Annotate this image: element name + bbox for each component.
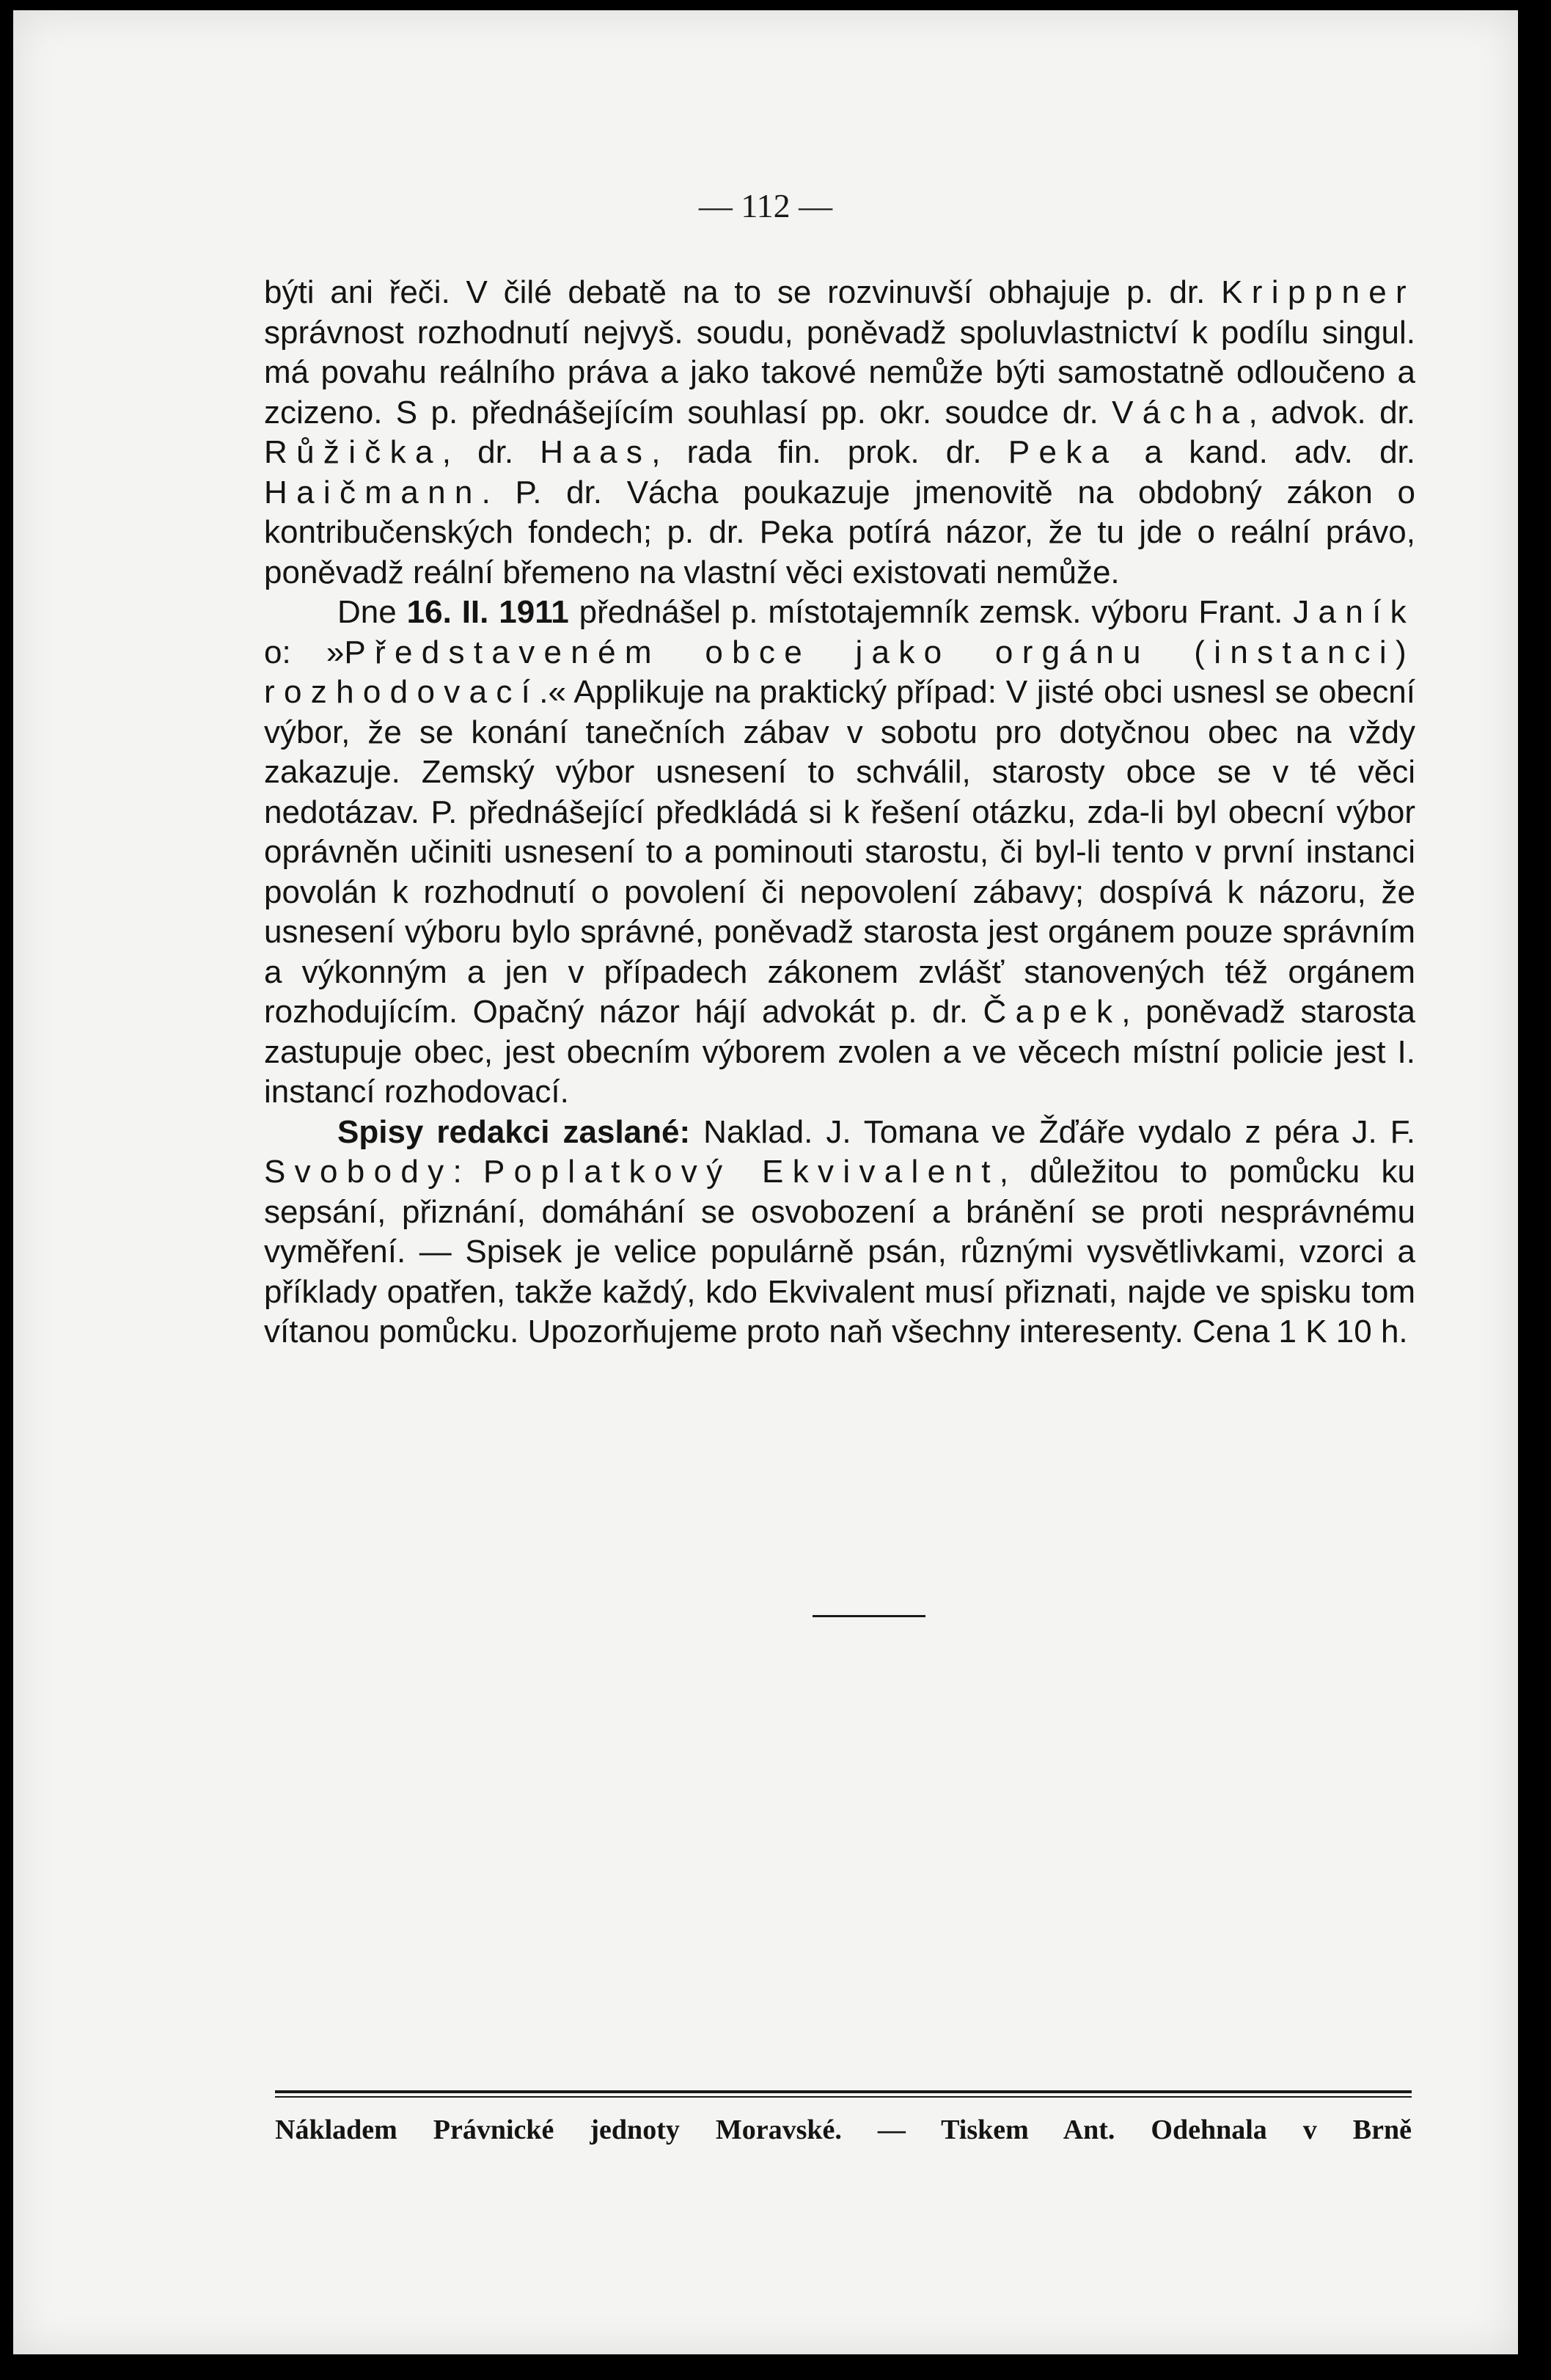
text-run: .« Applikuje na praktický případ: V jisté obci usnesl se obecní výbor, že se konání tanečních zábav v sobotu pro dotyčnou obec na vždy zakazuje. Zemský výbor usnesení to schválil, starosty obce se v té věci nedotázav. P. přednášející předkládá si k řešení otázku, zda-li byl obecní výbor oprávněn učiniti usnesení to a pominouti starostu, či byl-li tento v první instanci povolán k rozhodnutí o povolení či nepovolení zábavy; dospívá k názoru, že usnesení výboru bylo správné, poněvadž starosta jest orgánem pouze správním a výkonným a jen v případech zákonem zvlášť stanovených též orgánem rozhodujícím. Opačný názor hájí advokát p. dr. [264, 674, 1415, 1030]
text-run: . P. dr. Vácha poukazuje jmenovitě na obdobný zákon o kontribučenských fondech; p. dr. Peka potírá názor, že tu jde o reální právo, poněvadž reální břemeno na vlastní věci existovati nemůže. [264, 474, 1415, 590]
paragraph-publications [264, 1113, 1415, 1352]
text-run: Dne [337, 594, 407, 630]
lecture-title: Představeném obce jako orgánu (instanci) rozhodovací [264, 634, 1416, 710]
text-run: , poněvadž starosta zastupuje obec, jest obecním výborem zvolen a ve věcech místní policie jest I. instancí rozhodovací. [264, 994, 1416, 1110]
name-janik: Janík [1293, 594, 1415, 630]
section-heading-publications: Spisy redakci zaslané: [337, 1113, 691, 1150]
name-svoboda: Svobody [264, 1154, 453, 1190]
text-run: býti ani řeči. V čilé debatě na to se rozvinuvší obhajuje p. dr. [264, 274, 1222, 310]
name-ruzicka: Růžička [264, 434, 442, 470]
imprint-footer: Nákladem Právnické jednoty Moravské. — Tiskem Ant. Odehnala v Brně [275, 2114, 1412, 2145]
paragraph-lecture [264, 593, 1415, 1113]
footer-rule [275, 2090, 1412, 2093]
text-run: , dr. [441, 434, 540, 470]
document-page [13, 10, 1518, 2354]
page-number: — 112 — [698, 187, 833, 224]
body-text [264, 273, 1415, 1352]
text-run: správnost rozhodnutí nejvyš. soudu, poněvadž spoluvlastnictví k podílu singul. má povahu reálního práva a jako takové nemůže býti samostatně odloučeno a zcizeno. S p. přednášejícím souhlasí pp. okr. soudce dr. [264, 314, 1415, 431]
text-run: , advok. dr. [1248, 394, 1415, 431]
section-divider [813, 1615, 925, 1617]
text-run: , rada fin. prok. dr. [651, 434, 1008, 470]
book-title: Poplatkový Ekvivalent [483, 1154, 1000, 1190]
text-run: Naklad. J. Tomana ve Žďáře vydalo z péra J. F. [690, 1113, 1415, 1150]
text-run: , důležitou to pomůcku ku sepsání, přiznání, domáhání se osvobození a bránění se proti nesprávnému vyměření. — Spisek je velice populárně psán, různými vysvětlivkami, vzorci a příklady opatřen, takže každý, kdo Ekvivalent musí přiznati, najde ve spisku tom vítanou pomůcku. Upozorňujeme proto naň všechny interesenty. Cena 1 K 10 h. [264, 1154, 1415, 1350]
paragraph-debate [264, 273, 1415, 593]
text-run: a kand. adv. dr. [1118, 434, 1416, 470]
name-haicmann: Haičmann [264, 474, 482, 510]
lecture-date: 16. II. 1911 [406, 594, 569, 630]
text-run: přednášel p. místotajemník zemsk. výboru Frant. [568, 594, 1294, 630]
footer-rule-thin [275, 2096, 1412, 2098]
name-haas: Haas [540, 434, 652, 470]
name-peka: Peka [1008, 434, 1118, 470]
name-capek: Čapek [983, 994, 1122, 1030]
text-run: : [452, 1154, 483, 1190]
name-krippner: Krippner [1221, 274, 1415, 310]
text-run: o: » [264, 634, 345, 670]
name-vacha: Vácha [1112, 394, 1249, 431]
